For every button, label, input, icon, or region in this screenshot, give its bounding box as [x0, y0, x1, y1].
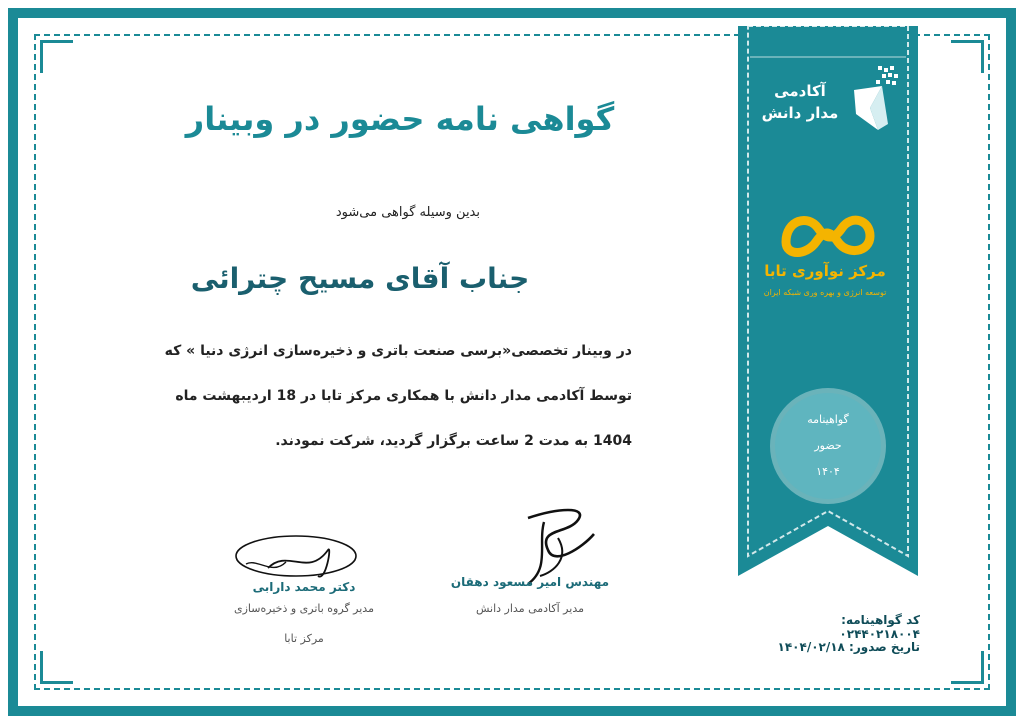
seal-line1: گواهینامه [807, 413, 849, 426]
body-line: در وبینار تخصصی«برسی صنعت باتری و ذخیره‌سازی انرژی دنیا » که [164, 343, 632, 359]
academy-logo-icon [848, 64, 900, 132]
corner-ornament [40, 40, 73, 73]
signatory-right-name: مهندس امیر مسعود دهقان [450, 575, 610, 589]
certificate-title: گواهی نامه حضور در وبینار [185, 100, 615, 138]
signature-left [228, 528, 378, 588]
signatory-left-name: دکتر محمد دارابی [252, 580, 356, 594]
signatory-left-role: مدیر گروه باتری و ذخیره‌سازی [234, 602, 374, 615]
signatory-left-org: مرکز تابا [284, 632, 324, 645]
corner-ornament [951, 651, 984, 684]
certificate-seal [775, 393, 881, 499]
taba-logo-icon [778, 200, 878, 260]
body-line: 1404 به مدت 2 ساعت برگزار گردید، شرکت نمودند. [275, 433, 632, 449]
corner-ornament [951, 40, 984, 73]
taba-subtitle: توسعه انرژی و بهره وری شبکه ایران [763, 288, 887, 297]
issue-date: تاریخ صدور: ۱۴۰۴/۰۲/۱۸ [777, 640, 920, 654]
corner-ornament [40, 651, 73, 684]
academy-line1: آکادمی [774, 82, 826, 100]
taba-name: مرکز نوآوری تابا [764, 262, 886, 280]
intro-text: بدین وسیله گواهی می‌شود [335, 205, 480, 220]
seal-line3: ۱۴۰۴ [816, 465, 840, 478]
signatory-right-role: مدیر آکادمی مدار دانش [476, 602, 584, 615]
certificate-code: کد گواهینامه: ۰۲۴۴۰۲۱۸۰۰۴ [839, 613, 920, 641]
body-line: توسط آکادمی مدار دانش با همکاری مرکز تابا در 18 اردیبهشت ماه [175, 388, 632, 404]
seal-line2: حضور [814, 439, 842, 452]
academy-line2: مدار دانش [761, 104, 839, 122]
recipient-name: جناب آقای مسیح چترائی [190, 262, 530, 295]
academy-logo-text [755, 80, 845, 124]
